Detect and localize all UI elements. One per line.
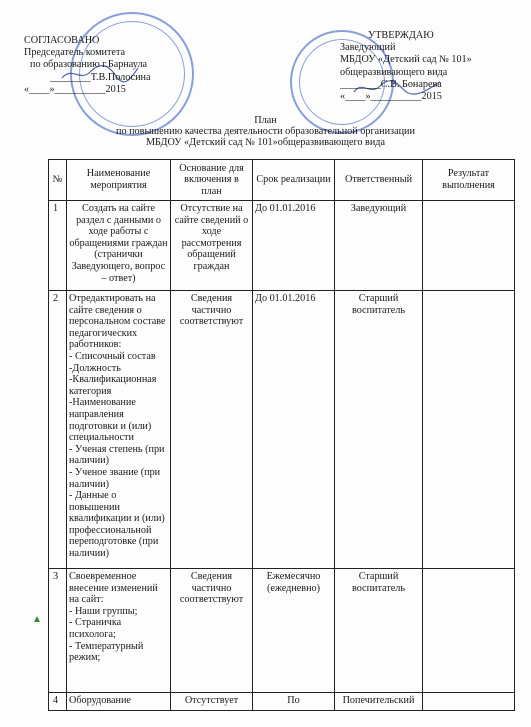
header-term: Срок реализации: [253, 160, 335, 201]
row-responsible: Попечительский: [335, 693, 423, 711]
header-responsible: Ответственный: [335, 160, 423, 201]
row-term: До 01.01.2016: [253, 201, 335, 291]
row-result: [423, 291, 515, 569]
row-result: [423, 693, 515, 711]
table-row: [49, 569, 515, 693]
table-row: [49, 201, 515, 291]
row-number: 1: [49, 201, 67, 291]
row-activity: Создать на сайте раздел с данными о ходе работы с обращениями граждан (странички Заведующего, вопрос – ответ): [67, 201, 171, 291]
header-basis: Основание для включения в план: [171, 160, 253, 201]
row-number: 2: [49, 291, 67, 569]
row-basis: Сведения частично соответствуют: [171, 291, 253, 569]
header-activity: Наименование мероприятия: [67, 160, 171, 201]
header-number: №: [49, 160, 67, 201]
row-responsible: Заведующий: [335, 201, 423, 291]
row-basis: Сведения частично соответствуют: [171, 569, 253, 693]
head-label: Заведующий: [340, 42, 396, 54]
plan-institution: МБДОУ «Детский сад № 101»общеразвивающего вида: [146, 137, 385, 148]
table-header-row: [49, 160, 515, 201]
approve-label: УТВЕРЖДАЮ: [368, 30, 434, 41]
left-date-line: «____»__________2015: [24, 83, 126, 95]
row-basis: Отсутствие на сайте сведений о ходе рассмотрения обращений граждан: [171, 201, 253, 291]
head-signature-line: ________С.В. Бонарева: [340, 78, 442, 90]
row-number: 4: [49, 693, 67, 711]
row-activity: Отредактировать на сайте сведения о персональном составе педагогических работников: - Списочный состав -Должность -Квалификационная категория -Наименование направления подготовки и (или) специальности - Ученая степень (при наличии) - Ученое звание (при наличии) - Данные о повышении квалификации и (или) профессиональной переподготовке (при наличии): [67, 291, 171, 569]
row-basis: Отсутствует: [171, 693, 253, 711]
row-activity: Своевременное внесение изменений на сайт: - Наши группы; - Страничка психолога; - Температурный режим;: [67, 569, 171, 693]
institution-type-label: общеразвивающего вида: [340, 66, 448, 78]
table-row: [49, 693, 515, 711]
right-date-line: «____»__________2015: [340, 91, 442, 103]
agreed-label: СОГЛАСОВАНО: [24, 35, 100, 46]
row-result: [423, 569, 515, 693]
row-term: До 01.01.2016: [253, 291, 335, 569]
plan-table: [48, 159, 515, 711]
row-term: По: [253, 693, 335, 711]
row-term: Ежемесячно (ежедневно): [253, 569, 335, 693]
row-number: 3: [49, 569, 67, 693]
chairman-signature-line: ________Т.В.Полосина: [50, 71, 151, 83]
margin-mark-icon: [34, 616, 40, 622]
committee-label: по образованию г.Барнаула: [30, 59, 148, 71]
header-result: Результат выполнения: [423, 160, 515, 201]
row-result: [423, 201, 515, 291]
approval-right-block: [340, 30, 472, 103]
row-activity: Оборудование: [67, 693, 171, 711]
table-row: [49, 291, 515, 569]
row-responsible: Старший воспитатель: [335, 291, 423, 569]
chairman-label: Председатель комитета: [24, 47, 126, 59]
plan-title: План: [254, 115, 277, 126]
plan-subtitle: по повышению качества деятельности образовательной организации: [116, 126, 415, 137]
row-responsible: Старший воспитатель: [335, 569, 423, 693]
institution-label: МБДОУ «Детский сад № 101»: [340, 54, 472, 66]
approval-left-block: [24, 35, 151, 96]
